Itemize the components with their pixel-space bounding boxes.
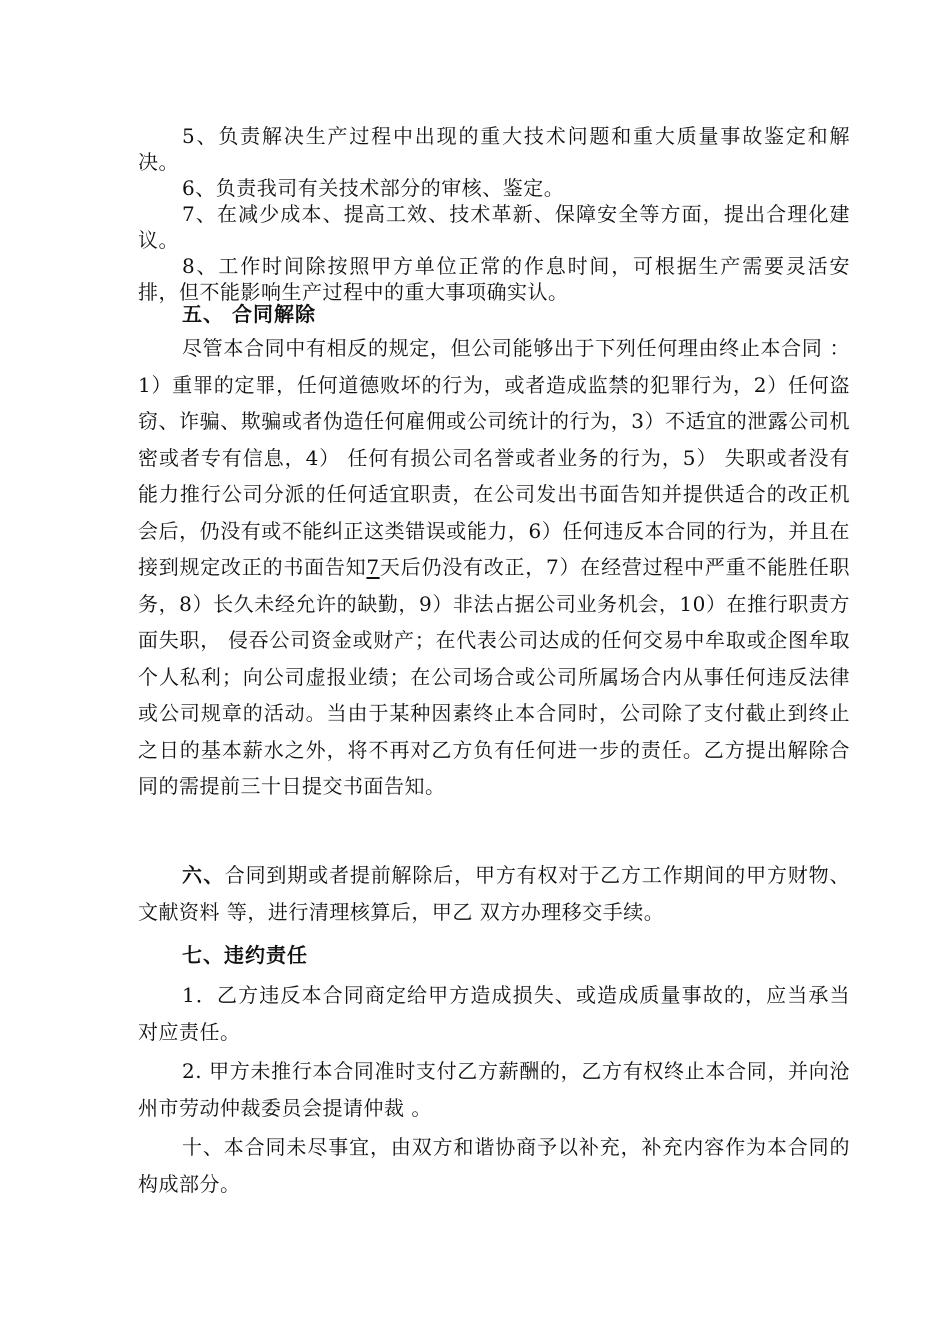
section-5-heading: 五、 合同解除: [182, 302, 316, 326]
section-7-clause-1: 1．乙方违反本合同商定给甲方造成损失、或造成质量事故的，应当承当对应责任。: [138, 983, 850, 1044]
section-10-paragraph: 十、本合同未尽事宜，由双方和谐协商予以补充，补充内容作为本合同的构成部分。: [138, 1135, 850, 1196]
notice-days-value: 7: [366, 555, 380, 579]
section-6-paragraph: [138, 857, 850, 930]
duty-item-6: 6、负责我司有关技术部分的审核、鉴定。: [182, 176, 565, 200]
section-5-text-before: 尽管本合同中有相反的规定，但公司能够出于下列任何理由终止本合同 ：1）重罪的定罪，任何道德败坏的行为，或者造成监禁的犯罪行为，2）任何盗窃、诈骗、欺骗或者伪造任何雇佣或公司统计的行为，3）不适宜的泄露公司机密或者专有信息，4） 任何有损公司名誉或者业务的行为，5） 失职或者没有能力推行公司分派的任何适宜职责，在公司发出书面告知并提供适合的改正机会后，仍没有或不能纠正这类错误或能力，6）任何违反本合同的行为，并且在接到规定改正的书面告知: [138, 336, 850, 579]
duty-item-5: 5、负责解决生产过程中出现的重大技术问题和重大质量事故鉴定和解决。: [138, 124, 850, 174]
duty-item-7: 7、在减少成本、提高工效、技术革新、保障安全等方面，提出合理化建议。: [138, 202, 850, 252]
duty-item-8: 8、工作时间除按照甲方单位正常的作息时间，可根据生产需要灵活安排，但不能影响生产过程中的重大事项确实认。: [138, 254, 850, 304]
section-7-heading: 七、违约责任: [182, 943, 308, 967]
section-6-text: 合同到期或者提前解除后，甲方有权对于乙方工作期间的甲方财物、文献资料 等，进行清理核算后，甲乙 双方办理移交手续。: [138, 863, 851, 924]
section-5-text-after: 天后仍没有改正，7）在经营过程中严重不能胜任职务，8）长久未经允许的缺勤，9）非法占据公司业务机会，10）在推行职责方面失职， 侵吞公司资金或财产；在代表公司达成的任何交易中牟取或企图牟取个人私利；向公司虚报业绩；在公司场合或公司所属场合内从事任何违反法律或公司规章的活动。当由于某种因素终止本合同时，公司除了支付截止到终止之日的基本薪水之外，将不再对乙方负有任何进一步的责任。乙方提出解除合同的需提前三十日提交书面告知。: [138, 555, 850, 798]
section-5-body: [138, 330, 850, 805]
section-7-clause-2: 2. 甲方未推行本合同准时支付乙方薪酬的，乙方有权终止本合同，并向沧州市劳动仲裁委员会提请仲裁 。: [138, 1059, 850, 1120]
section-6-number: 六、: [182, 863, 225, 887]
